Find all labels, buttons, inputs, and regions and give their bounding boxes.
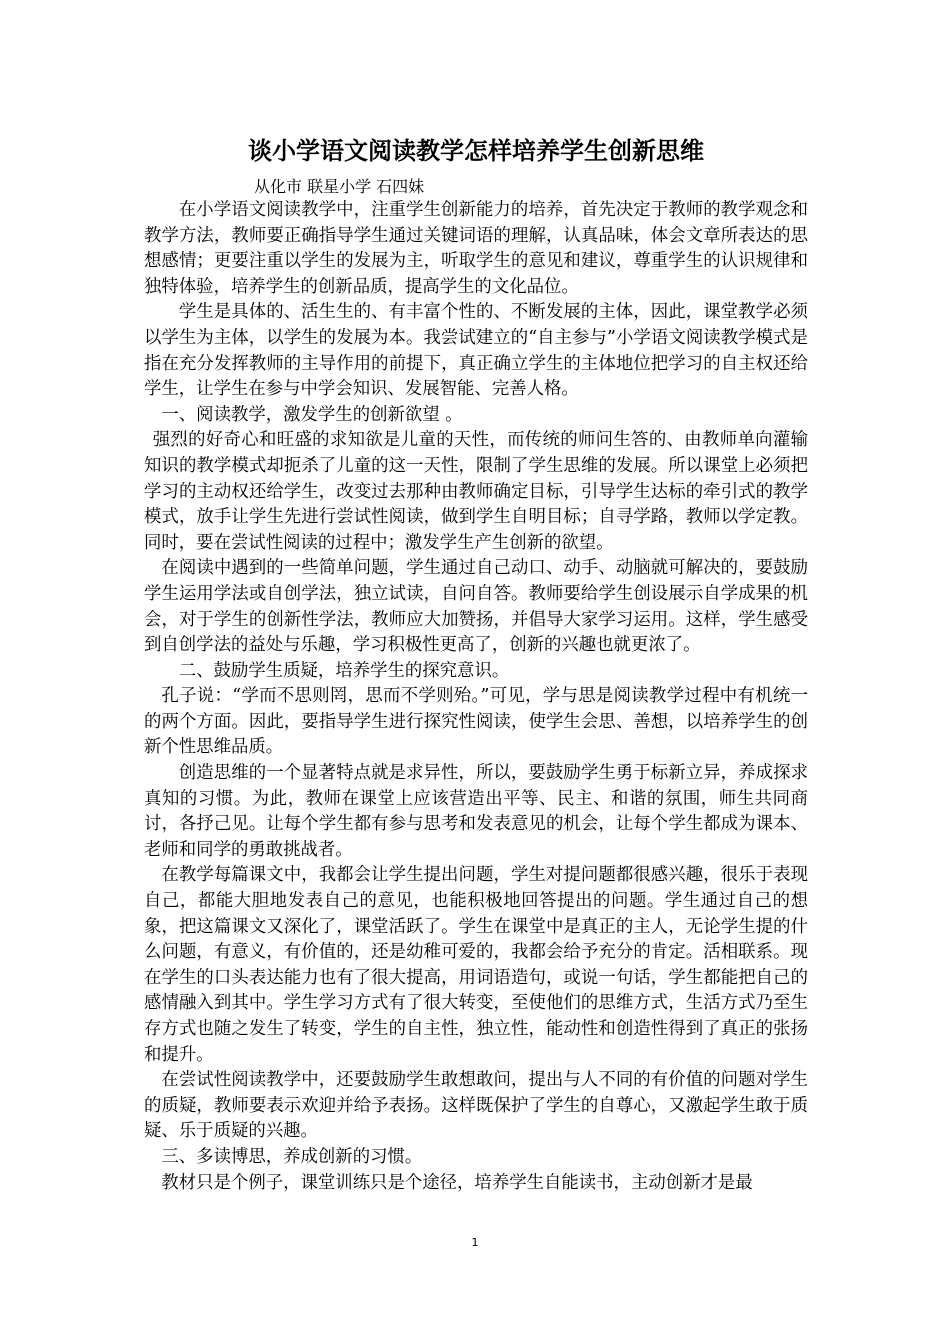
section-heading: 一、阅读教学，激发学生的创新欲望 。 [161,404,463,425]
paragraph: 教材只是个例子，课堂训练只是个途径，培养学生自能读书，主动创新才是最 [161,1172,753,1193]
paragraph: 创造思维的一个显著特点就是求异性，所以，要鼓励学生勇于标新立异，养成探求真知的习惯。为此，教师在课堂上应该营造出平等、民主、和谐的氛围，师生共同商讨，各抒己见。让每个学生都有参与思考和发表意见的机会，让每个学生都成为课本、老师和同学的勇敢挑战者。 [144,763,808,860]
author-line: 从化市 联星小学 石四妹 [254,177,425,196]
paragraph: 学生是具体的、活生生的、有丰富个性的、不断发展的主体，因此，课堂教学必须以学生为主体，以学生的发展为本。我尝试建立的“自主参与”小学语文阅读教学模式是指在充分发挥教师的主导作用的前提下，真正确立学生的主体地位把学习的自主权还给学生，让学生在参与中学会知识、发展智能、完善人格。 [144,302,808,400]
paragraph: 在阅读中遇到的一些简单问题，学生通过自己动口、动手、动脑就可解决的，要鼓励学生运用学法或自创学法，独立试读，自问自答。教师要给学生创设展示自学成果的机会，对于学生的创新性学法，教师应大加赞扬，并倡导大家学习运用。这样，学生感受到自创学法的益处与乐趣，学习积极性更高了，创新的兴趣也就更浓了。 [144,558,808,656]
section-heading: 二、鼓励学生质疑，培养学生的探究意识。 [178,660,510,681]
paragraph: 强烈的好奇心和旺盛的求知欲是儿童的天性，而传统的师问生答的、由教师单向灌输知识的教学模式却扼杀了儿童的这一天性，限制了学生思维的发展。所以课堂上必须把学习的主动权还给学生，改变过去那种由教师确定目标，引导学生达标的牵引式的教学模式，放手让学生先进行尝试性阅读，做到学生自明目标；自寻学路，教师以学定教。同时，要在尝试性阅读的过程中；激发学生产生创新的欲望。 [144,430,808,553]
paragraph: 孔子说：“学而不思则罔，思而不学则殆。”可见，学与思是阅读教学过程中有机统一的两个方面。因此，要指导学生进行探究性阅读，使学生会思、善想，以培养学生的创新个性思维品质。 [144,686,808,758]
page-number: 1 [471,1236,479,1249]
section-heading: 三、多读博思，养成创新的习惯。 [161,1146,423,1167]
document-title: 谈小学语文阅读教学怎样培养学生创新思维 [248,137,704,165]
paragraph: 在小学语文阅读教学中，注重学生创新能力的培养，首先决定于教师的教学观念和教学方法，教师要正确指导学生通过关键词语的理解，认真品味，体会文章所表达的思想感情；更要注重以学生的发展为主，听取学生的意见和建议，尊重学生的认识规律和独特体验，培养学生的创新品质，提高学生的文化品位。 [144,200,808,297]
paragraph: 在教学每篇课文中，我都会让学生提出问题，学生对提问题都很感兴趣，很乐于表现自己，都能大胆地发表自己的意见，也能积极地回答提出的问题。学生通过自己的想象，把这篇课文又深化了，课堂活跃了。学生在课堂中是真正的主人，无论学生提的什么问题，有意义，有价值的，还是幼稚可爱的，我都会给予充分的肯定。活相联系。现在学生的口头表达能力也有了很大提高，用词语造句，或说一句话，学生都能把自己的感情融入到其中。学生学习方式有了很大转变，至使他们的思维方式，生活方式乃至生存方式也随之发生了转变，学生的自主性，独立性，能动性和创造性得到了真正的张扬和提升。 [144,865,808,1065]
document-body [144,134,808,1196]
paragraph: 在尝试性阅读教学中，还要鼓励学生敢想敢问，提出与人不同的有价值的问题对学生的质疑，教师要表示欢迎并给予表扬。这样既保护了学生的自尊心，又激起学生敢于质疑、乐于质疑的兴趣。 [144,1070,808,1142]
